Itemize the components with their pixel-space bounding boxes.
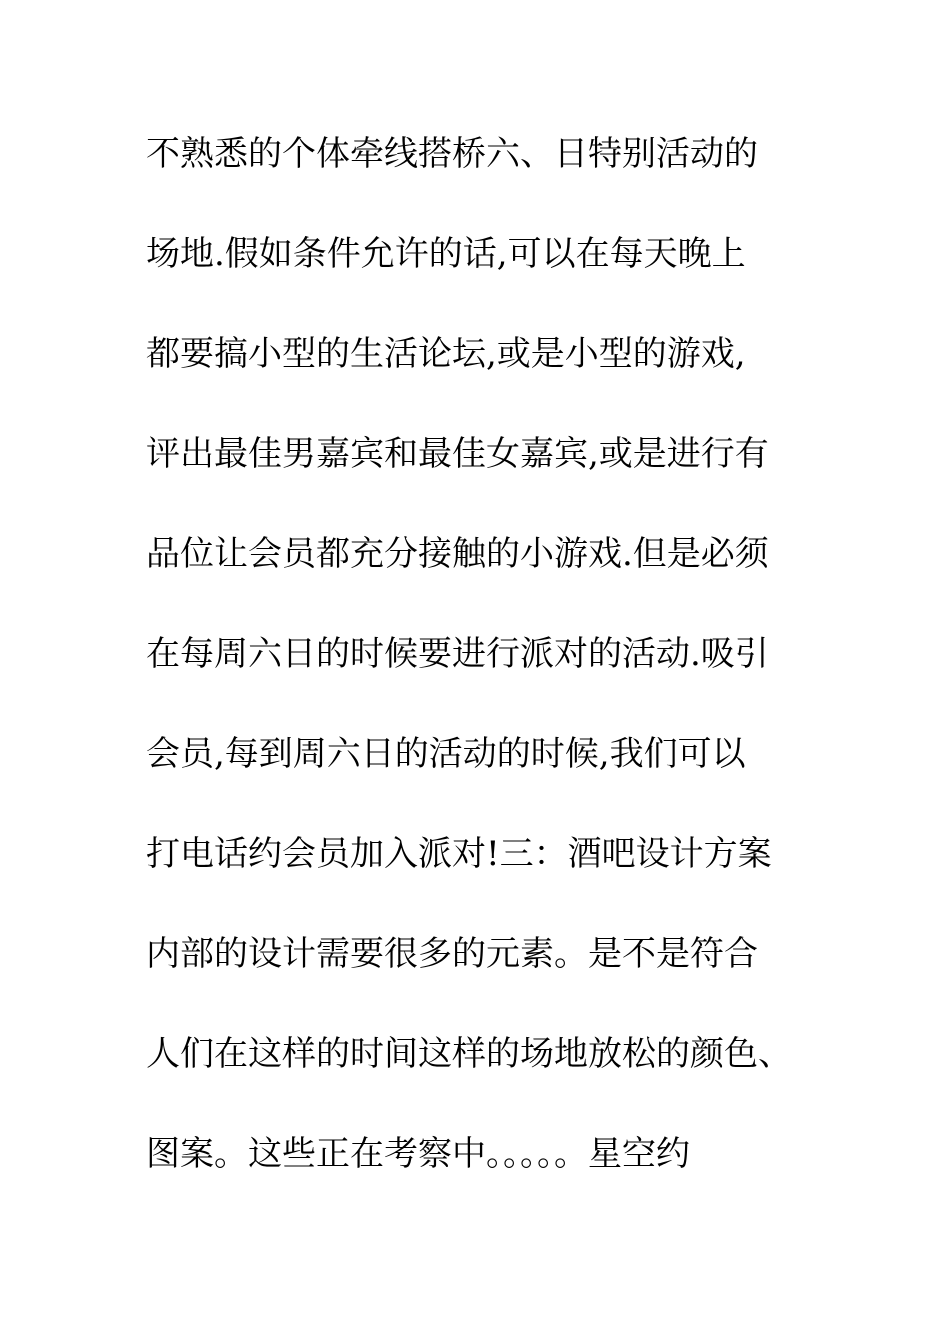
text-line-8: 打电话约会员加入派对!三：酒吧设计方案 xyxy=(146,834,772,874)
text-line-2: 场地.假如条件允许的话,可以在每天晚上 xyxy=(146,234,746,274)
text-line-1: 不熟悉的个体牵线搭桥六、日特别活动的 xyxy=(146,134,758,174)
text-line-5: 品位让会员都充分接触的小游戏.但是必须 xyxy=(146,534,769,574)
text-line-3: 都要搞小型的生活论坛,或是小型的游戏, xyxy=(146,334,746,374)
text-line-4: 评出最佳男嘉宾和最佳女嘉宾,或是进行有 xyxy=(146,434,769,474)
body-text xyxy=(146,124,846,1224)
text-line-10: 人们在这样的时间这样的场地放松的颜色、 xyxy=(146,1034,792,1074)
text-line-7: 会员,每到周六日的活动的时候,我们可以 xyxy=(146,734,746,774)
text-line-9: 内部的设计需要很多的元素。是不是符合 xyxy=(146,934,758,974)
text-line-6: 在每周六日的时候要进行派对的活动.吸引 xyxy=(146,634,769,674)
text-line-11: 图案。这些正在考察中。。。。。星空约 xyxy=(146,1134,690,1174)
